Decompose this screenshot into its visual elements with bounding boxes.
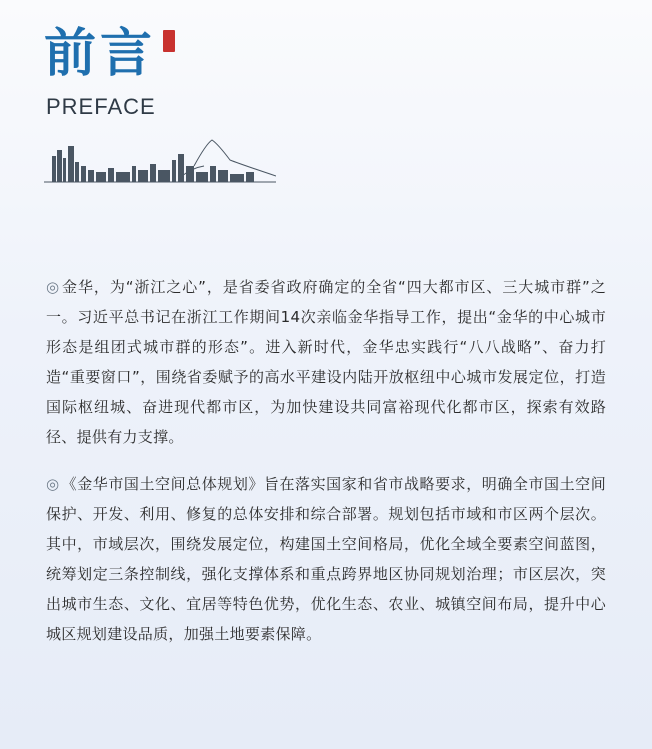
bullet-icon: ◎	[46, 475, 60, 493]
paragraph-text: 《金华市国土空间总体规划》旨在落实国家和省市战略要求，明确全市国土空间保护、开发、利用、修复的总体安排和综合部署。规划包括市域和市区两个层次。其中，市域层次，围绕发展定位，构建国土空间格局，优化全域全要素空间蓝图，统筹划定三条控制线，强化支撑体系和重点跨界地区协同规划治理；市区层次，突出城市生态、文化、宜居等特色优势，优化生态、农业、城镇空间布局，提升中心城区规划建设品质，加强土地要素保障。	[46, 475, 606, 643]
paragraph-text: 金华，为“浙江之心”，是省委省政府确定的全省“四大都市区、三大城市群”之一。习近平总书记在浙江工作期间14次亲临金华指导工作，提出“金华的中心城市形态是组团式城市群的形态”。进入新时代，金华忠实践行“八八战略”、奋力打造“重要窗口”，围绕省委赋予的高水平建设内陆开放枢纽中心城市发展定位，打造国际枢纽城、奋进现代都市区，为加快建设共同富裕现代化都市区，探索有效路径、提供有力支撑。	[46, 278, 607, 446]
title-block	[44, 22, 156, 86]
preface-body	[46, 272, 606, 666]
paragraph-2	[46, 469, 606, 649]
bullet-icon: ◎	[46, 278, 61, 296]
page-subtitle: PREFACE	[46, 94, 156, 119]
page-title: 前言	[44, 24, 157, 84]
city-skyline-illustration	[44, 136, 276, 186]
seal-stamp	[163, 30, 175, 52]
paragraph-1	[46, 272, 606, 452]
